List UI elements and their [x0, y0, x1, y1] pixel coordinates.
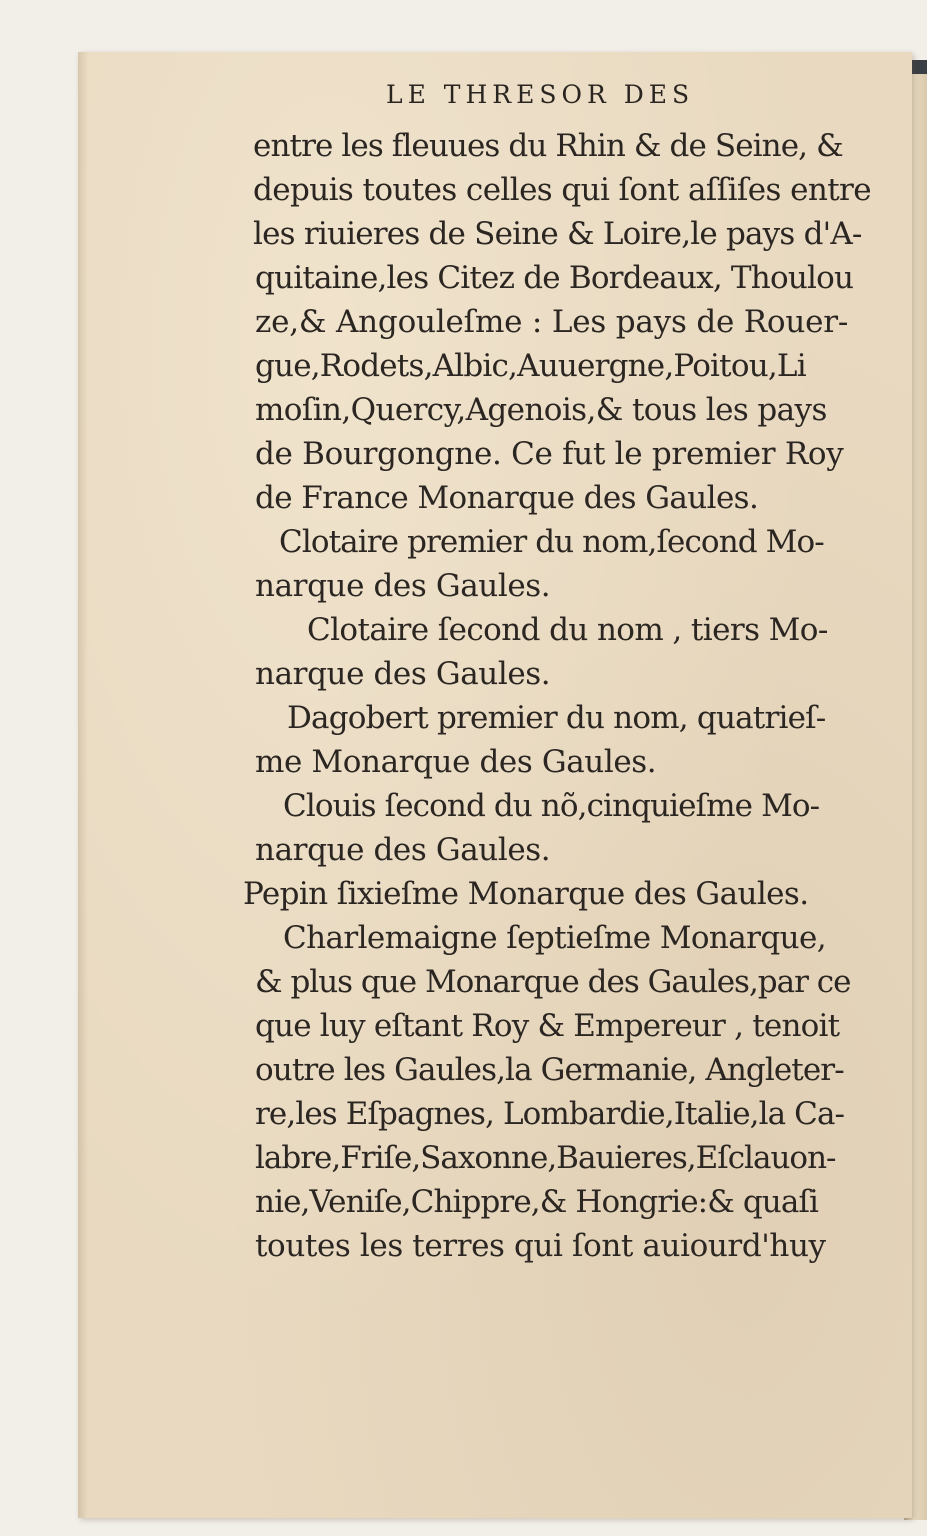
page-gutter-shadow: [78, 52, 88, 1518]
text-line: nie,Veniſe,Chippre,& Hongrie:& quaſi: [255, 1184, 819, 1220]
text-line: narque des Gaules.: [255, 656, 551, 692]
text-line: Pepin ſixieſme Monarque des Gaules.: [243, 876, 809, 912]
text-line: Clotaire ſecond du nom , tiers Mo-: [307, 612, 828, 648]
text-line: re,les Eſpagnes, Lombardie,Italie,la Ca-: [255, 1096, 845, 1132]
text-line: les riuieres de Seine & Loire,le pays d'A-: [253, 216, 862, 252]
text-line: & plus que Monarque des Gaules,par ce: [255, 964, 851, 1000]
text-line: quitaine,les Citez de Bordeaux, Thoulou: [255, 260, 854, 296]
text-line: me Monarque des Gaules.: [255, 744, 657, 780]
text-line: Dagobert premier du nom, quatrieſ-: [287, 700, 826, 736]
text-line: entre les fleuues du Rhin & de Seine, &: [253, 128, 843, 164]
text-line: de France Monarque des Gaules.: [255, 480, 759, 516]
text-line: Clotaire premier du nom,ſecond Mo-: [279, 524, 824, 560]
text-line: toutes les terres qui ſont auiourd'huy: [255, 1228, 826, 1264]
text-line: depuis toutes celles qui ſont aſſiſes entre: [253, 172, 872, 208]
text-line: narque des Gaules.: [255, 568, 551, 604]
running-head: LE THRESOR DES: [386, 80, 695, 109]
text-line: ze,& Angouleſme : Les pays de Rouer-: [255, 304, 849, 340]
text-line: de Bourgongne. Ce fut le premier Roy: [255, 436, 844, 472]
text-line: Clouis ſecond du nõ,cinquieſme Mo-: [283, 788, 820, 824]
text-line: moſin,Quercy,Agenois,& tous les pays: [255, 392, 827, 428]
text-line: outre les Gaules,la Germanie, Angleter-: [255, 1052, 844, 1088]
text-line: narque des Gaules.: [255, 832, 551, 868]
text-line: que luy eſtant Roy & Empereur , tenoit: [255, 1008, 840, 1044]
text-line: labre,Friſe,Saxonne,Bauieres,Eſclauon-: [255, 1140, 836, 1176]
text-line: Charlemaigne ſeptieſme Monarque,: [283, 920, 826, 956]
text-line: gue,Rodets,Albic,Auuergne,Poitou,Li: [255, 348, 806, 384]
